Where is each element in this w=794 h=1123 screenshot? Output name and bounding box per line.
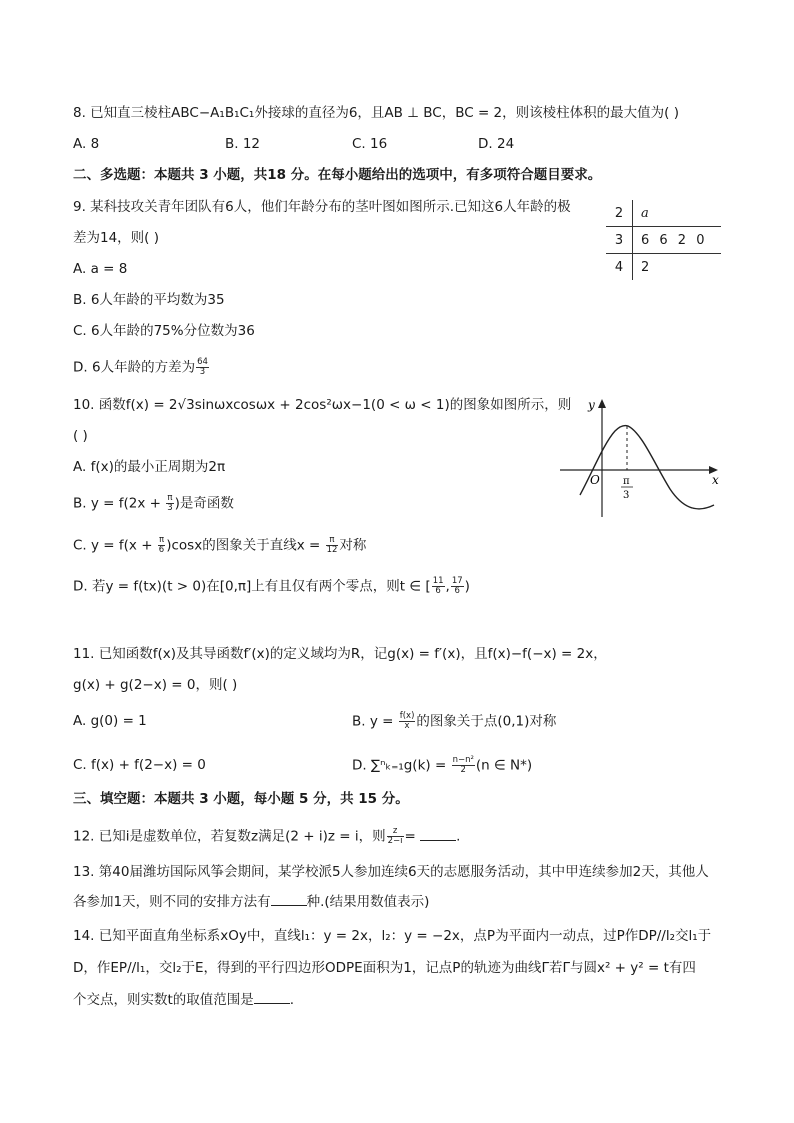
pi-over-12-fraction bbox=[326, 536, 339, 555]
q9-option-c: C. 6人年龄的75%分位数为36 bbox=[73, 323, 255, 339]
q10-option-d-post: ) bbox=[464, 578, 470, 595]
y-axis-arrow-icon bbox=[598, 399, 606, 408]
answer-blank[interactable] bbox=[420, 828, 456, 841]
stem-leaf-plot bbox=[606, 200, 722, 280]
q8-stem: 8. 已知直三棱柱ABC−A₁B₁C₁外接球的直径为6，且AB ⊥ BC，BC = 2，则该棱柱体积的最大值为( ) bbox=[73, 105, 679, 121]
tick-denominator: 3 bbox=[623, 490, 630, 501]
q11-option-b bbox=[352, 712, 556, 731]
q11-option-c: C. f(x) + f(2−x) = 0 bbox=[73, 757, 206, 773]
q9-option-d-text: D. 6人年龄的方差为 bbox=[73, 359, 196, 376]
q9-variance-fraction bbox=[196, 358, 209, 377]
sine-graph bbox=[558, 393, 728, 523]
pi-over-6-fraction bbox=[158, 536, 165, 555]
fraction-numerator: 64 bbox=[197, 357, 208, 367]
leaf-cell: 6 6 2 0 bbox=[633, 227, 722, 254]
fraction-numerator: 11 bbox=[432, 576, 444, 586]
q11-option-b-post: 的图象关于点(0,1)对称 bbox=[416, 713, 557, 730]
q9-option-a: A. a = 8 bbox=[73, 261, 128, 277]
sine-curve bbox=[580, 426, 714, 509]
fraction-denominator: x bbox=[404, 721, 410, 731]
answer-blank[interactable] bbox=[271, 893, 307, 906]
x-axis-label: x bbox=[712, 473, 719, 487]
q10-option-c-mid: )cosx的图象关于直线x = bbox=[166, 537, 325, 554]
fraction-denominator: 3 bbox=[199, 367, 206, 377]
q9-stem-line1: 9. 某科技攻关青年团队有6人，他们年龄分布的茎叶图如图所示.已知这6人年龄的极 bbox=[73, 199, 571, 215]
q10-stem-line2: ( ) bbox=[73, 428, 88, 444]
fraction-numerator: n−n² bbox=[452, 755, 474, 765]
q8-option-b: B. 12 bbox=[225, 136, 261, 152]
q11-option-a: A. g(0) = 1 bbox=[73, 713, 147, 729]
q10-option-a: A. f(x)的最小正周期为2π bbox=[73, 459, 226, 475]
q11-option-d-post: (n ∈ N*) bbox=[475, 757, 533, 774]
q13-line1: 13. 第40届潍坊国际风筝会期间，某学校派5人参加连续6天的志愿服务活动，其中甲连续参加2天，其他人 bbox=[73, 864, 709, 880]
fraction-numerator: π bbox=[158, 535, 165, 545]
q11-stem-line1: 11. 已知函数f(x)及其导函数f′(x)的定义域均为R，记g(x) = f′(x)，且f(x)−f(−x) = 2x， bbox=[73, 646, 607, 662]
q9-stem-line2: 差为14，则( ) bbox=[73, 230, 160, 246]
q10-option-b-pre: B. y = f(2x + bbox=[73, 495, 166, 512]
q12-stem: 12. 已知i是虚数单位，若复数z满足(2 + i)z = i，则 $\frac{z}{2-i}$ = . bbox=[73, 826, 461, 846]
leaf-cell: a bbox=[633, 200, 722, 227]
z-fraction bbox=[387, 827, 404, 846]
q8-option-d: D. 24 bbox=[478, 136, 515, 152]
y-axis-label: y bbox=[588, 398, 595, 412]
q10-option-d-pre: D. 若y = f(tx)(t > 0)在[0,π]上有且仅有两个零点，则t ∈ [ bbox=[73, 578, 431, 595]
q10-option-c bbox=[73, 536, 366, 555]
q14-line3-post: . bbox=[289, 992, 295, 1008]
q13-line2-pre: 各参加1天，则不同的安排方法有 bbox=[73, 894, 271, 910]
q10-option-c-post: 对称 bbox=[339, 537, 367, 554]
stem-cell: 2 bbox=[606, 200, 633, 227]
q8-option-c: C. 16 bbox=[352, 136, 388, 152]
stem-cell: 3 bbox=[606, 227, 633, 254]
stem-leaf-row bbox=[606, 200, 721, 227]
fraction-denominator: 12 bbox=[326, 545, 338, 555]
fraction-denominator: 2 bbox=[460, 765, 466, 775]
q14-line3 bbox=[73, 991, 294, 1009]
fraction-numerator: π bbox=[167, 493, 173, 503]
fraction-denominator: 3 bbox=[167, 503, 173, 513]
q12-stem-post: = bbox=[404, 828, 421, 845]
section-3-heading: 三、填空题：本题共 3 小题，每小题 5 分，共 15 分。 bbox=[73, 791, 409, 807]
seventeen-sixths-fraction bbox=[451, 577, 464, 596]
q14-line3-pre: 个交点，则实数t的取值范围是 bbox=[73, 992, 254, 1008]
q11-stem-line2: g(x) + g(2−x) = 0，则( ) bbox=[73, 677, 238, 693]
q9-option-b: B. 6人年龄的平均数为35 bbox=[73, 292, 225, 308]
fraction-denominator: 6 bbox=[454, 586, 460, 596]
q13-line2 bbox=[73, 893, 429, 911]
q12-stem-pre: 12. 已知i是虚数单位，若复数z满足(2 + i)z = i，则 bbox=[73, 828, 386, 845]
fraction-denominator: 6 bbox=[435, 586, 441, 596]
q14-line2: D，作EP//l₁，交l₂于E，得到的平行四边形ODPE面积为1，记点P的轨迹为曲线Γ若Γ与圆x² + y² = t有四 bbox=[73, 960, 696, 976]
q10-option-b bbox=[73, 494, 234, 513]
tick-numerator: π bbox=[623, 476, 630, 487]
q11-option-d bbox=[352, 756, 532, 775]
fraction-numerator: π bbox=[326, 536, 339, 546]
fraction-numerator: 17 bbox=[451, 576, 463, 586]
q8-option-a: A. 8 bbox=[73, 136, 100, 152]
stem-leaf-row bbox=[606, 227, 721, 254]
q9-option-d bbox=[73, 358, 210, 377]
fraction-denominator: 2−i bbox=[387, 836, 403, 846]
eleven-sixths-fraction bbox=[432, 577, 445, 596]
q10-option-b-post: )是奇函数 bbox=[174, 495, 234, 512]
fraction-denominator: 6 bbox=[158, 545, 165, 555]
fraction-numerator: f(x) bbox=[399, 711, 415, 721]
stem-leaf-row bbox=[606, 254, 721, 281]
q14-line1: 14. 已知平面直角坐标系xOy中，直线l₁：y = 2x，l₂：y = −2x，点P为平面内一动点，过P作DP//l₂交l₁于 bbox=[73, 928, 712, 944]
stem-cell: 4 bbox=[606, 254, 633, 281]
q10-option-d: D. 若y = f(tx)(t > 0)在[0,π]上有且仅有两个零点，则t ∈ [ $\frac{11}{6}$ , $\frac{17}{6}$ ) bbox=[73, 576, 470, 596]
pi-over-3-fraction bbox=[166, 494, 173, 513]
q8-options bbox=[73, 135, 723, 153]
leaf-cell: 2 bbox=[641, 259, 650, 275]
f-over-x-fraction bbox=[399, 712, 416, 731]
q13-line2-post: 种.(结果用数值表示) bbox=[306, 894, 430, 910]
q10-option-c-pre: C. y = f(x + bbox=[73, 537, 157, 554]
section-2-heading: 二、多选题：本题共 3 小题，共18 分。在每小题给出的选项中，有多项符合题目要求。 bbox=[73, 167, 602, 183]
q10-stem-line1: 10. 函数f(x) = 2√3sinωxcosωx + 2cos²ωx−1(0 < ω < 1)的图象如图所示，则 bbox=[73, 397, 572, 413]
fraction-numerator: z bbox=[387, 827, 404, 837]
q11-option-d-pre: D. ∑ⁿₖ₌₁g(k) = bbox=[352, 757, 451, 774]
q11-option-b-pre: B. y = bbox=[352, 713, 398, 730]
origin-label: O bbox=[590, 473, 600, 487]
sum-fraction bbox=[452, 756, 475, 775]
answer-blank[interactable] bbox=[254, 991, 290, 1004]
